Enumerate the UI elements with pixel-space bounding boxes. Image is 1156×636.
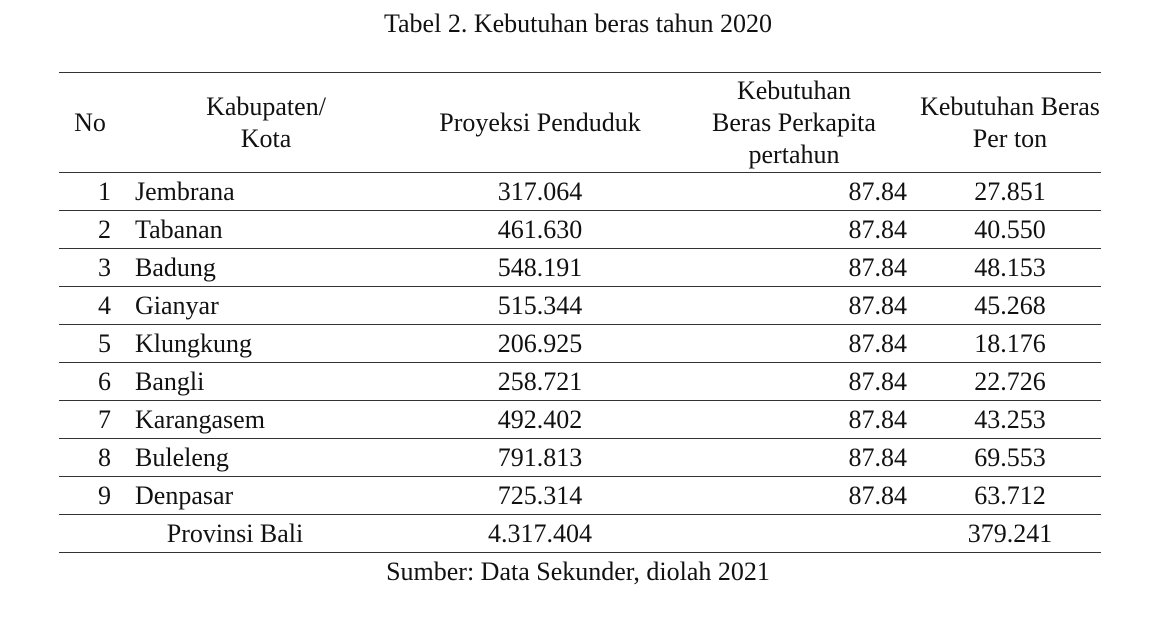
row-no: 5	[59, 325, 121, 363]
row-no: 8	[59, 439, 121, 477]
row-population: 258.721	[411, 363, 669, 401]
row-per-capita: 87.84	[669, 363, 919, 401]
row-no: 9	[59, 477, 121, 515]
header-kabupaten-line2: Kota	[240, 123, 292, 153]
table-caption: Tabel 2. Kebutuhan beras tahun 2020	[383, 9, 773, 38]
header-kabupaten	[121, 73, 411, 173]
header-perkapita-line1: Kebutuhan	[736, 75, 852, 105]
table-row	[59, 401, 1101, 439]
row-kabupaten: Bangli	[121, 363, 411, 401]
table-row	[59, 363, 1101, 401]
row-rice-tons: 18.176	[919, 325, 1101, 363]
header-kabupaten-line1: Kabupaten/	[206, 91, 326, 121]
row-rice-tons: 40.550	[919, 211, 1101, 249]
header-kebutuhan-beras	[919, 73, 1101, 173]
table-row	[59, 211, 1101, 249]
row-kabupaten: Klungkung	[121, 325, 411, 363]
table-row	[59, 439, 1101, 477]
row-population: 725.314	[411, 477, 669, 515]
row-population: 317.064	[411, 173, 669, 211]
row-per-capita: 87.84	[669, 439, 919, 477]
row-population: 791.813	[411, 439, 669, 477]
header-perkapita	[669, 73, 919, 173]
row-rice-tons: 48.153	[919, 249, 1101, 287]
row-kabupaten: Gianyar	[121, 287, 411, 325]
row-per-capita: 87.84	[669, 287, 919, 325]
table-row	[59, 325, 1101, 363]
row-population: 515.344	[411, 287, 669, 325]
row-no: 6	[59, 363, 121, 401]
row-per-capita: 87.84	[669, 211, 919, 249]
row-rice-tons: 69.553	[919, 439, 1101, 477]
table-row	[59, 249, 1101, 287]
header-beras-line2: Per ton	[972, 123, 1048, 153]
row-no: 4	[59, 287, 121, 325]
row-population: 206.925	[411, 325, 669, 363]
row-kabupaten: Karangasem	[121, 401, 411, 439]
row-no: 3	[59, 249, 121, 287]
row-rice-tons: 27.851	[919, 173, 1101, 211]
row-rice-tons: 43.253	[919, 401, 1101, 439]
row-population: 548.191	[411, 249, 669, 287]
total-row	[59, 515, 1101, 553]
header-beras-line1: Kebutuhan Beras	[920, 91, 1100, 121]
total-label: Provinsi Bali	[59, 515, 411, 553]
row-per-capita: 87.84	[669, 173, 919, 211]
table-row	[59, 287, 1101, 325]
row-no: 7	[59, 401, 121, 439]
table-row	[59, 173, 1101, 211]
row-kabupaten: Buleleng	[121, 439, 411, 477]
row-kabupaten: Tabanan	[121, 211, 411, 249]
rice-demand-table	[59, 72, 1101, 553]
row-kabupaten: Badung	[121, 249, 411, 287]
row-population: 492.402	[411, 401, 669, 439]
header-perkapita-line3: pertahun	[748, 139, 840, 169]
header-row	[59, 73, 1101, 173]
row-per-capita: 87.84	[669, 249, 919, 287]
source-note: Sumber: Data Sekunder, diolah 2021	[386, 557, 770, 586]
total-rice-tons: 379.241	[919, 515, 1101, 553]
row-kabupaten: Denpasar	[121, 477, 411, 515]
row-rice-tons: 22.726	[919, 363, 1101, 401]
row-kabupaten: Jembrana	[121, 173, 411, 211]
header-no: No	[59, 73, 121, 173]
table-row	[59, 477, 1101, 515]
row-per-capita: 87.84	[669, 401, 919, 439]
row-per-capita: 87.84	[669, 325, 919, 363]
row-population: 461.630	[411, 211, 669, 249]
header-perkapita-line2: Beras Perkapita	[712, 107, 876, 137]
row-rice-tons: 63.712	[919, 477, 1101, 515]
header-proyeksi: Proyeksi Penduduk	[411, 73, 669, 173]
row-per-capita: 87.84	[669, 477, 919, 515]
row-no: 2	[59, 211, 121, 249]
total-population: 4.317.404	[411, 515, 669, 553]
total-per-capita-empty	[669, 515, 919, 553]
row-rice-tons: 45.268	[919, 287, 1101, 325]
row-no: 1	[59, 173, 121, 211]
